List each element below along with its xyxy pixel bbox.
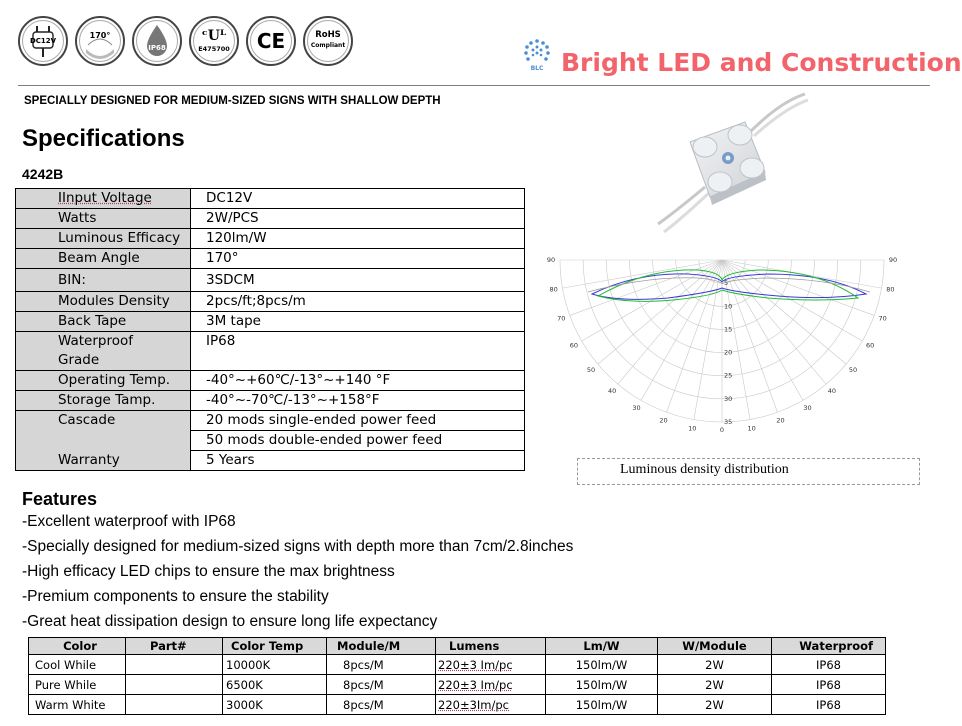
spec-row: [16, 332, 525, 371]
column-header: W/Module: [658, 638, 772, 655]
spec-key-text: IInput Voltage: [58, 190, 152, 206]
radial-label: 15: [724, 325, 733, 334]
angle-label: 90: [546, 256, 556, 264]
angle-label: 20: [659, 416, 668, 425]
spec-value: -40°~-70℃/-13°~+158°F: [191, 391, 525, 411]
spec-row: [16, 371, 525, 391]
spec-value: 3M tape: [191, 312, 525, 332]
feature-item: -High efficacy LED chips to ensure the max brightness: [22, 563, 395, 580]
table-cell: Cool While: [29, 655, 126, 675]
spec-key: Watts: [16, 209, 191, 229]
spec-row: [16, 411, 525, 431]
spec-key-line: Waterproof: [58, 333, 134, 349]
lumens-value: 220±3Im/pc: [438, 697, 509, 712]
spec-value: 120lm/W: [191, 229, 525, 249]
table-cell: Pure While: [29, 675, 126, 695]
dc12v-badge-text: DC12V: [29, 36, 57, 45]
blc-logo-text: BLC: [530, 65, 544, 72]
spec-key: Beam Angle: [16, 249, 191, 269]
table-cell: 3000K: [223, 695, 327, 715]
angle-label: 50: [848, 365, 858, 374]
spec-row: [16, 451, 525, 471]
angle-label: 60: [865, 341, 875, 350]
table-cell: Warm White: [29, 695, 126, 715]
spec-key: [16, 189, 191, 209]
spec-key-line: Grade: [58, 352, 100, 368]
spec-key: [16, 332, 191, 371]
polar-spoke: [722, 260, 846, 364]
spec-value: 20 mods single-ended power feed: [191, 411, 525, 431]
radial-label: 25: [724, 371, 733, 380]
angle-label: 60: [569, 341, 579, 350]
ul-listed-icon: ᶜUᴸ E475700: [189, 16, 239, 66]
radial-label: 20: [724, 348, 733, 357]
angle-label: 20: [776, 416, 785, 425]
spec-value: -40°~+60℃/-13°~+140 °F: [191, 371, 525, 391]
table-cell: 6500K: [223, 675, 327, 695]
blc-logo-icon: [522, 38, 552, 72]
lumens-value: 220±3 Im/pc: [438, 677, 513, 692]
spec-value: 2W/PCS: [191, 209, 525, 229]
chart-caption: Luminous density distribution: [620, 462, 789, 477]
column-header: Lumens: [436, 638, 546, 655]
product-variants-table: [28, 637, 886, 715]
spec-key: Storage Tamp.: [16, 391, 191, 411]
angle-label: 50: [586, 365, 596, 374]
angle-label: 10: [747, 424, 756, 433]
spec-key: Cascade: [16, 411, 191, 451]
spec-row: [16, 209, 525, 229]
angle-label: 70: [878, 314, 887, 323]
table-cell: [126, 675, 223, 695]
spec-row: [16, 269, 525, 292]
certification-badges: [18, 16, 353, 72]
column-header: Waterproof: [772, 638, 886, 655]
table-cell: 8pcs/M: [327, 655, 436, 675]
table-cell: 2W: [658, 655, 772, 675]
table-cell: 10000K: [223, 655, 327, 675]
spec-value: 3SDCM: [191, 269, 525, 292]
angle-label: 90: [888, 256, 898, 264]
polar-spoke: [722, 260, 826, 384]
ip68-badge-text: IP68: [148, 43, 166, 52]
ul-badge-text: E475700: [198, 44, 230, 53]
model-number: 4242B: [22, 166, 64, 182]
spec-value: 5 Years: [191, 451, 525, 471]
radial-label: 30: [724, 394, 733, 403]
brand-name: Bright LED and Construction: [561, 48, 962, 77]
spec-row: [16, 189, 525, 209]
radial-label: 35: [724, 418, 733, 426]
ce-mark-icon: [246, 16, 296, 66]
radial-label: 10: [724, 302, 733, 311]
table-row: [29, 655, 886, 675]
table-cell: IP68: [772, 675, 886, 695]
table-cell: [126, 655, 223, 675]
ce-badge-text: CE: [256, 29, 286, 53]
table-cell: IP68: [772, 655, 886, 675]
table-cell: [436, 695, 546, 715]
table-cell: 150lm/W: [546, 675, 658, 695]
angle-label: 30: [632, 404, 641, 413]
specifications-heading: Specifications: [22, 125, 185, 152]
column-header: Color Temp: [223, 638, 327, 655]
feature-item: -Specially designed for medium-sized signs with depth more than 7cm/2.8inches: [22, 538, 574, 555]
angle-label: 0: [719, 426, 725, 434]
spec-value: 170°: [191, 249, 525, 269]
spec-key: Warranty: [16, 451, 191, 471]
table-header-row: [29, 638, 886, 655]
column-header: Lm/W: [546, 638, 658, 655]
spec-row: [16, 391, 525, 411]
led-module-image: [650, 92, 810, 242]
table-cell: [436, 655, 546, 675]
feature-item: -Premium components to ensure the stability: [22, 588, 329, 605]
feature-item: -Excellent waterproof with IP68: [22, 513, 236, 530]
spec-value: IP68: [191, 332, 525, 371]
table-cell: [126, 695, 223, 715]
spec-row: [16, 249, 525, 269]
feature-item: -Great heat dissipation design to ensure long life expectancy: [22, 613, 438, 630]
column-header: Part#: [126, 638, 223, 655]
polar-spoke: [722, 260, 777, 412]
radial-label: 5: [724, 279, 729, 288]
luminous-distribution-chart: [548, 252, 910, 432]
spec-row: [16, 229, 525, 249]
angle-label: 40: [827, 386, 837, 395]
specifications-table: [15, 188, 525, 471]
column-header: Color: [29, 638, 126, 655]
spec-value: DC12V: [191, 189, 525, 209]
table-cell: 8pcs/M: [327, 695, 436, 715]
page-subtitle: SPECIALLY DESIGNED FOR MEDIUM-SIZED SIGNS WITH SHALLOW DEPTH: [24, 95, 441, 107]
rohs-badge-sub: Compliant: [310, 42, 346, 49]
angle-label: 80: [549, 285, 558, 294]
column-header: Module/M: [327, 638, 436, 655]
angle-label: 40: [607, 386, 617, 395]
lumens-value: 220±3 Im/pc: [438, 657, 513, 672]
ip68-drop-icon: [132, 16, 182, 66]
features-heading: Features: [22, 489, 98, 509]
polar-spoke: [667, 260, 722, 412]
beam-angle-icon: [75, 16, 125, 66]
table-cell: IP68: [772, 695, 886, 715]
spec-key: Modules Density: [16, 292, 191, 312]
angle-label: 80: [886, 285, 895, 294]
angle-label: 10: [688, 424, 697, 433]
spec-key: Operating Temp.: [16, 371, 191, 391]
header-divider: [18, 85, 930, 86]
dc12v-plug-icon: [18, 16, 68, 66]
rohs-icon: [303, 16, 353, 66]
angle-badge-text: 170°: [89, 30, 111, 40]
rohs-badge-text: RoHS: [315, 30, 341, 40]
spec-value: 50 mods double-ended power feed: [191, 431, 525, 451]
table-cell: [436, 675, 546, 695]
table-cell: 2W: [658, 695, 772, 715]
table-row: [29, 675, 886, 695]
polar-spoke: [570, 260, 722, 315]
table-cell: 2W: [658, 675, 772, 695]
spec-row: [16, 292, 525, 312]
table-cell: 8pcs/M: [327, 675, 436, 695]
table-cell: 150lm/W: [546, 695, 658, 715]
angle-label: 70: [557, 314, 566, 323]
spec-value: 2pcs/ft;8pcs/m: [191, 292, 525, 312]
angle-label: 30: [803, 404, 812, 413]
table-row: [29, 695, 886, 715]
spec-key: Luminous Efficacy: [16, 229, 191, 249]
table-cell: 150lm/W: [546, 655, 658, 675]
spec-key: BIN:: [16, 269, 191, 292]
spec-key: Back Tape: [16, 312, 191, 332]
spec-row: [16, 312, 525, 332]
